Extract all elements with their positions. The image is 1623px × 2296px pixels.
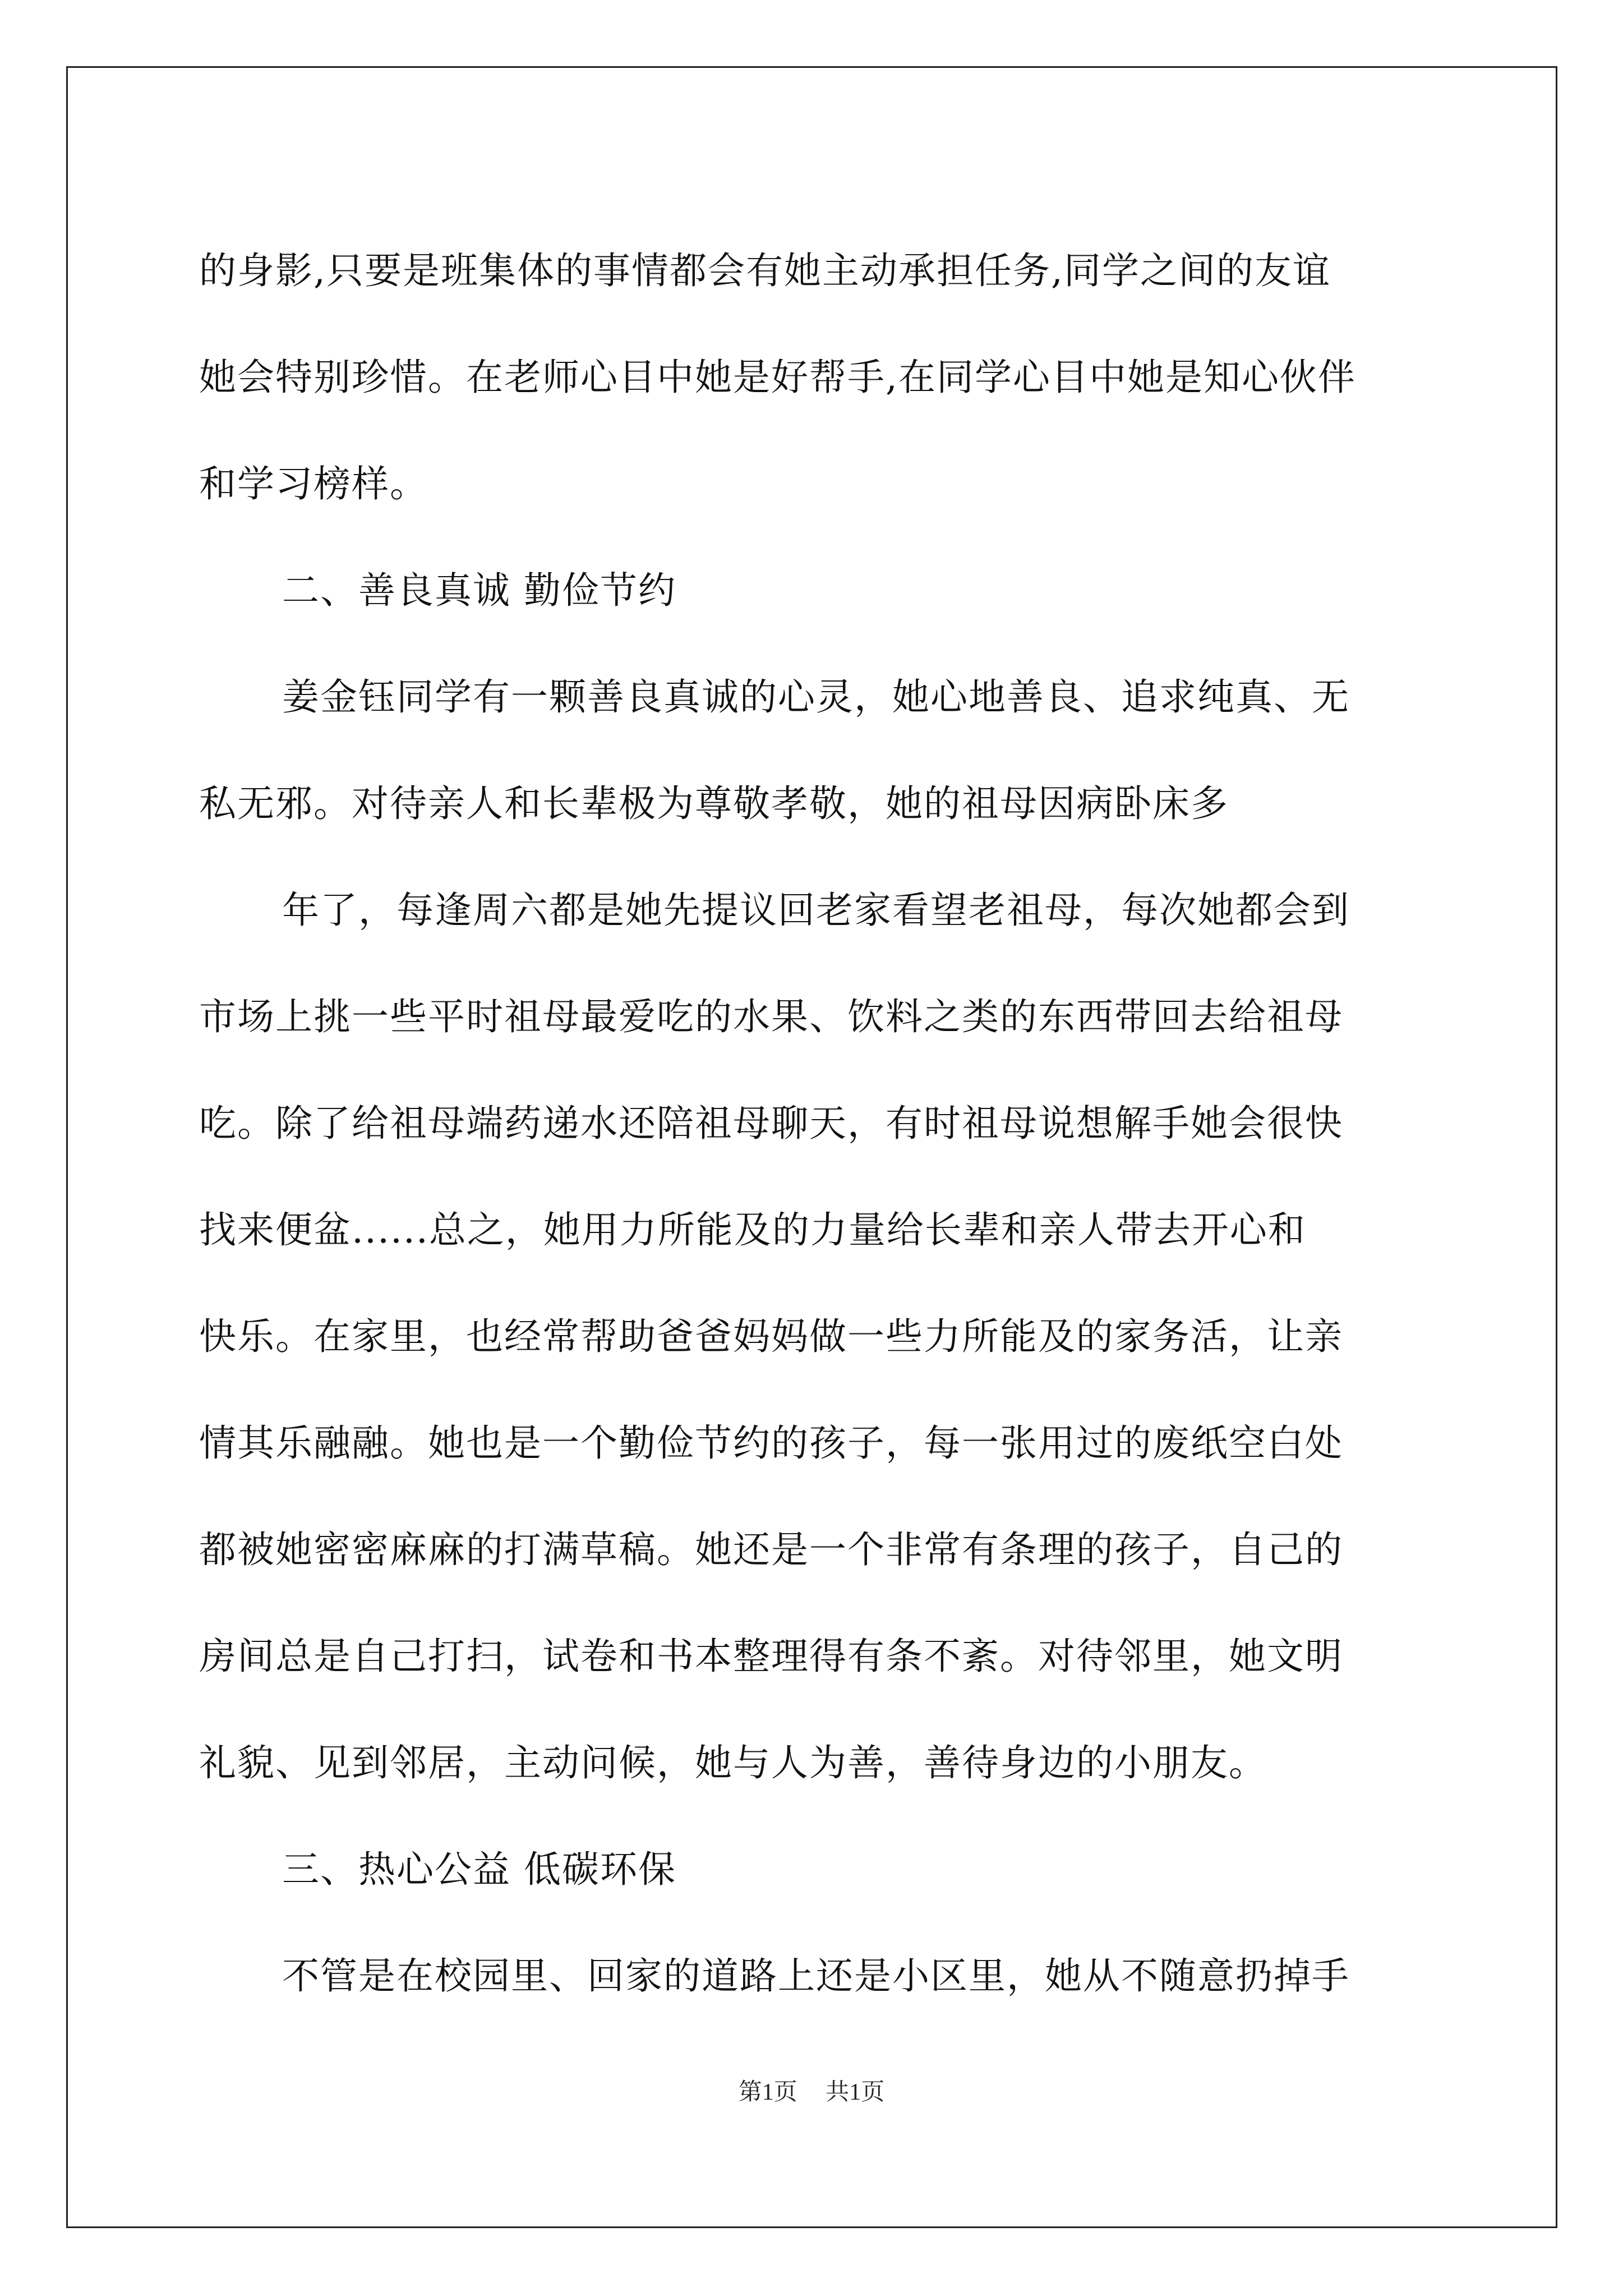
section-heading: 三、热心公益 低碳环保 <box>282 1848 676 1891</box>
page-total: 共1页 <box>826 2079 885 2105</box>
text-line: 吃。除了给祖母端药递水还陪祖母聊天，有时祖母说想解手她会很快 <box>199 1102 1343 1145</box>
text-line: 不管是在校园里、回家的道路上还是小区里，她从不随意扔掉手 <box>282 1954 1350 1998</box>
text-line: 快乐。在家里，也经常帮助爸爸妈妈做一些力所能及的家务活，让亲 <box>199 1315 1343 1358</box>
text-line: 和学习榜样。 <box>199 462 428 505</box>
document-body <box>199 218 1426 2030</box>
page-footer <box>0 2073 1623 2107</box>
page-number: 第1页 <box>738 2079 797 2105</box>
text-line: 的身影,只要是班集体的事情都会有她主动承担任务,同学之间的友谊 <box>199 249 1331 292</box>
text-line: 市场上挑一些平时祖母最爱吃的水果、饮料之类的东西带回去给祖母 <box>199 995 1343 1038</box>
text-line: 都被她密密麻麻的打满草稿。她还是一个非常有条理的孩子，自己的 <box>199 1528 1343 1571</box>
text-line: 找来便盆......总之，她用力所能及的力量给长辈和亲人带去开心和 <box>199 1208 1306 1251</box>
text-line: 年了，每逢周六都是她先提议回老家看望老祖母，每次她都会到 <box>282 889 1350 932</box>
text-line: 房间总是自己打扫，试卷和书本整理得有条不紊。对待邻里，她文明 <box>199 1635 1343 1678</box>
text-line: 情其乐融融。她也是一个勤俭节约的孩子，每一张用过的废纸空白处 <box>199 1421 1343 1465</box>
text-line: 姜金钰同学有一颗善良真诚的心灵，她心地善良、追求纯真、无 <box>282 675 1350 719</box>
text-line: 她会特别珍惜。在老师心目中她是好帮手,在同学心目中她是知心伙伴 <box>199 356 1356 399</box>
text-line: 礼貌、见到邻居，主动问候，她与人为善，善待身边的小朋友。 <box>199 1741 1267 1784</box>
text-line: 私无邪。对待亲人和长辈极为尊敬孝敬，她的祖母因病卧床多 <box>199 782 1229 825</box>
section-heading: 二、善良真诚 勤俭节约 <box>282 569 676 612</box>
